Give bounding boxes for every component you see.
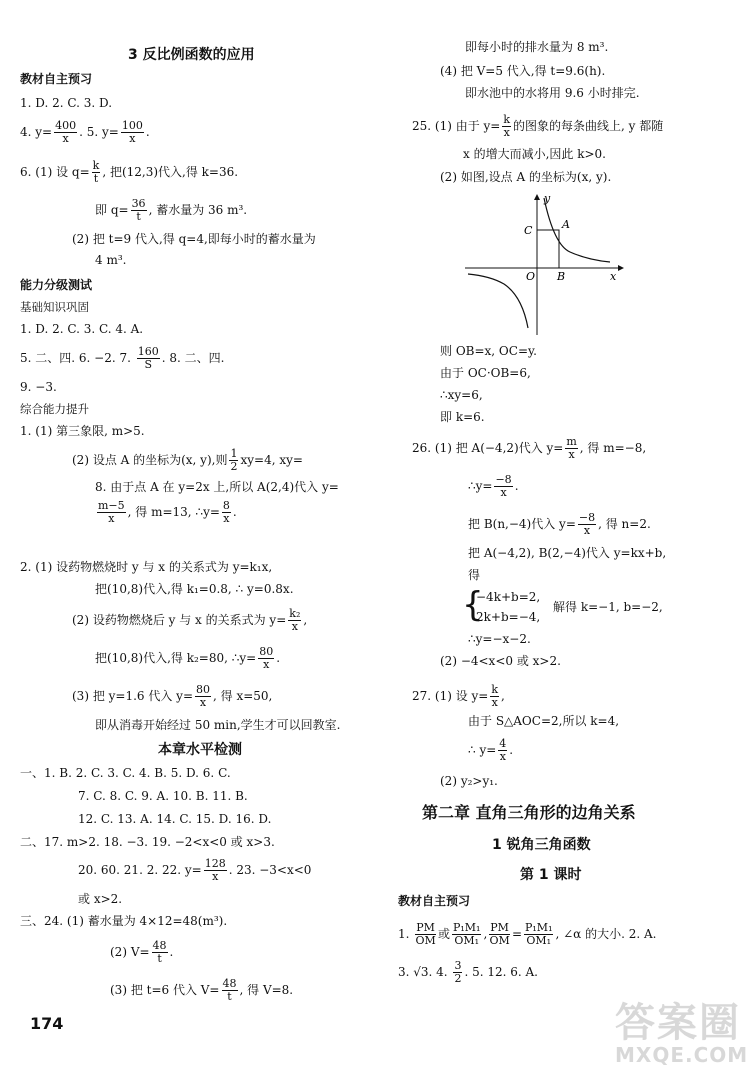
text: , (501, 689, 505, 703)
fraction (204, 858, 227, 883)
fraction (97, 500, 126, 525)
denominator: x (499, 750, 506, 763)
text: ∴y= (468, 479, 493, 493)
denominator: x (212, 870, 219, 883)
fraction (453, 960, 462, 985)
answer-line: (2) −4<x<0 或 x>2. (440, 654, 561, 668)
label-a: A (562, 218, 570, 231)
text: = (511, 927, 522, 941)
numerator: 100 (121, 119, 143, 132)
fraction (137, 346, 160, 371)
fraction (415, 922, 436, 947)
denominator: t (157, 952, 162, 965)
text: , 得 V=8. (239, 983, 294, 997)
answer-line: 得 (468, 568, 481, 582)
lesson-title: 第 1 课时 (520, 867, 582, 883)
numerator: P₁M₁ (452, 921, 481, 934)
answer-line: 即 k=6. (440, 410, 485, 424)
answer-line: 或 x>2. (78, 892, 123, 906)
text: 把(10,8)代入,得 k₂=80, ∴y= (95, 651, 257, 665)
pre-study-heading: 教材自主预习 (398, 894, 471, 908)
hyperbola-graph (460, 190, 630, 340)
answer-line: 则 OB=x, OC=y. (440, 344, 537, 358)
text: 4. y= (20, 125, 53, 139)
text: , (303, 613, 308, 627)
denominator: x (129, 132, 136, 145)
fraction (222, 978, 238, 1003)
answer-line: 三、24. (1) 蓄水量为 4×12=48(m³). (20, 914, 228, 928)
numerator: 3 (454, 959, 462, 972)
fraction (258, 646, 274, 671)
answer-line (468, 474, 519, 499)
text: , 蓄水量为 36 m³. (148, 203, 248, 217)
answer-line (72, 608, 307, 633)
numerator: PM (490, 921, 509, 934)
answer-line: 二、17. m>2. 18. −3. 19. −2<x<0 或 x>3. (20, 835, 275, 849)
fraction (131, 198, 147, 223)
answer-line (398, 922, 656, 947)
fraction (502, 114, 511, 139)
denominator: 2 (454, 972, 462, 985)
answer-line: 8. 由于点 A 在 y=2x 上,所以 A(2,4)代入 y= (95, 480, 339, 494)
answer-line: 由于 OC·OB=6, (440, 366, 531, 380)
answer-line: 即水池中的水将用 9.6 小时排完. (465, 86, 640, 100)
text: 把 B(n,−4)代入 y= (468, 517, 576, 531)
answer-line (110, 940, 173, 965)
chapter-test-heading: 本章水平检测 (158, 742, 242, 758)
denominator: x (62, 132, 69, 145)
answer-line: 把 A(−4,2), B(2,−4)代入 y=kx+b, (468, 546, 667, 560)
text: 1. (398, 927, 414, 941)
text: 25. (1) 由于 y= (412, 119, 501, 133)
answer-line: 1. D. 2. C. 3. D. (20, 96, 113, 110)
numerator: PM (416, 921, 435, 934)
fraction (524, 922, 553, 947)
answer-line: ∴xy=6, (440, 388, 483, 402)
fraction (489, 922, 510, 947)
watermark-logo: 答案圈 (615, 1000, 741, 1046)
text: . 5. y= (79, 125, 119, 139)
brace-icon: { (462, 585, 484, 625)
fraction (565, 436, 577, 461)
denominator: x (108, 512, 115, 525)
answer-line: (4) 把 V=5 代入,得 t=9.6(h). (440, 64, 606, 78)
text: . 8. 二、四. (161, 351, 225, 365)
text: 3. √3. 4. (398, 965, 452, 979)
fraction (152, 940, 168, 965)
numerator: k₂ (289, 607, 301, 620)
answer-line (95, 198, 247, 223)
equation-line: −4k+b=2, (476, 590, 541, 604)
denominator: x (491, 696, 498, 709)
answer-line (95, 500, 237, 525)
text: . (169, 945, 174, 959)
denominator: t (136, 210, 141, 223)
fraction (222, 500, 231, 525)
text: . (232, 505, 237, 519)
test-heading: 能力分级测试 (20, 278, 93, 292)
denominator: OM₁ (526, 934, 552, 947)
equation-line: 2k+b=−4, (476, 610, 541, 624)
answer-line (398, 960, 538, 985)
label-c: C (524, 224, 533, 237)
text: . (276, 651, 281, 665)
watermark (615, 1000, 749, 1067)
x-axis-arrow-icon (618, 265, 624, 271)
page-number: 174 (30, 1014, 64, 1033)
text: ∴ y= (468, 743, 497, 757)
denominator: OM (415, 934, 436, 947)
text: (2) 设点 A 的坐标为(x, y),则 (72, 453, 228, 467)
answer-line: (2) 如图,设点 A 的坐标为(x, y). (440, 170, 612, 184)
text: 20. 60. 21. 2. 22. y= (78, 863, 202, 877)
y-axis-arrow-icon (534, 194, 540, 200)
answer-line: (2) y₂>y₁. (440, 774, 498, 788)
answer-line (72, 448, 303, 473)
pre-study-heading: 教材自主预习 (20, 72, 93, 86)
denominator: OM₁ (454, 934, 480, 947)
section-title: 3 反比例函数的应用 (128, 47, 255, 63)
text: , 得 m=−8, (579, 441, 647, 455)
denominator: x (199, 696, 207, 709)
text: (2) V= (110, 945, 150, 959)
fraction (195, 684, 211, 709)
denominator: 2 (230, 460, 238, 473)
text: (2) 设药物燃烧后 y 与 x 的关系式为 y= (72, 613, 287, 627)
fraction (229, 448, 238, 473)
text: , (483, 927, 488, 941)
numerator: 8 (222, 499, 230, 512)
denominator: x (263, 658, 270, 671)
answer-line (468, 512, 651, 537)
answer-line: 9. −3. (20, 380, 57, 394)
numerator: −8 (578, 511, 596, 524)
text: . (145, 125, 150, 139)
label-x: x (610, 270, 617, 283)
answer-line: 解得 k=−1, b=−2, (553, 600, 663, 614)
denominator: x (568, 448, 575, 461)
numerator: 128 (204, 857, 226, 870)
numerator: 80 (196, 683, 211, 696)
answer-line (78, 858, 311, 883)
basic-heading: 基础知识巩固 (20, 300, 89, 314)
numerator: 1 (230, 447, 238, 460)
text: 即 q= (95, 203, 129, 217)
text: , 得 m=13, ∴y= (127, 505, 220, 519)
fraction (54, 120, 77, 145)
answer-line (412, 114, 663, 139)
numerator: 80 (259, 645, 274, 658)
watermark-url: MXQE.COM (615, 1043, 749, 1067)
numerator: 400 (55, 119, 77, 132)
denominator: x (291, 620, 298, 633)
text: , 把(12,3)代入,得 k=36. (102, 165, 239, 179)
text: . 5. 12. 6. A. (464, 965, 538, 979)
text: (3) 把 t=6 代入 V= (110, 983, 220, 997)
text: 27. (1) 设 y= (412, 689, 489, 703)
answer-line (72, 684, 272, 709)
denominator: x (583, 524, 591, 537)
text: , 得 x=50, (213, 689, 273, 703)
answer-line: 1. (1) 第三象限, m>5. (20, 424, 145, 438)
fraction (490, 684, 499, 709)
denominator: t (93, 172, 99, 185)
answer-line: 由于 S△AOC=2,所以 k=4, (468, 714, 620, 728)
numerator: 36 (131, 197, 146, 210)
section-title: 1 锐角三角函数 (492, 837, 591, 853)
numerator: P₁M₁ (525, 921, 553, 934)
denominator: OM (489, 934, 510, 947)
answer-line: 即每小时的排水量为 8 m³. (465, 40, 609, 54)
comprehensive-heading: 综合能力提升 (20, 402, 89, 416)
answer-line: 把(10,8)代入,得 k₁=0.8, ∴ y=0.8x. (95, 582, 294, 596)
numerator: k (92, 159, 100, 172)
denominator: x (503, 126, 510, 139)
fraction (578, 512, 596, 537)
answer-line: 7. C. 8. C. 9. A. 10. B. 11. B. (78, 789, 248, 803)
text: 或 (437, 927, 450, 941)
fraction (121, 120, 144, 145)
label-b: B (557, 270, 566, 283)
hyperbola-branch-left (468, 274, 528, 328)
answer-line (412, 684, 505, 709)
fraction (494, 474, 512, 499)
answer-line: 2. (1) 设药物燃烧时 y 与 x 的关系式为 y=k₁x, (20, 560, 273, 574)
text: xy=4, xy= (240, 453, 303, 467)
answer-line: 1. D. 2. C. 3. C. 4. A. (20, 322, 144, 336)
chapter-title: 第二章 直角三角形的边角关系 (422, 803, 636, 822)
fraction (92, 160, 101, 185)
numerator: 48 (152, 939, 167, 952)
numerator: m−5 (98, 499, 125, 512)
text: . (509, 743, 514, 757)
answer-line (20, 120, 150, 145)
text: 的图象的每条曲线上, y 都随 (513, 119, 664, 133)
text: 6. (1) 设 q= (20, 165, 90, 179)
text: 5. 二、四. 6. −2. 7. (20, 351, 135, 365)
answer-line: 12. C. 13. A. 14. C. 15. D. 16. D. (78, 812, 272, 826)
denominator: x (223, 512, 230, 525)
answer-line (20, 346, 224, 371)
answer-line (95, 646, 280, 671)
answer-line: 4 m³. (95, 253, 127, 267)
answer-line (468, 738, 513, 763)
answer-line: ∴y=−x−2. (468, 632, 531, 646)
numerator: −8 (495, 473, 512, 486)
fraction (288, 608, 301, 633)
denominator: S (144, 358, 153, 371)
numerator: 48 (222, 977, 237, 990)
answer-line (20, 160, 238, 185)
numerator: 4 (499, 737, 507, 750)
denominator: t (227, 990, 232, 1003)
text: . (514, 479, 519, 493)
denominator: x (500, 486, 507, 499)
answer-line: x 的增大而减小,因此 k>0. (463, 147, 606, 161)
text: , 得 n=2. (598, 517, 651, 531)
fraction (498, 738, 507, 763)
answer-line: (2) 把 t=9 代入,得 q=4,即每小时的蓄水量为 (72, 232, 316, 246)
answer-line (110, 978, 293, 1003)
text: 26. (1) 把 A(−4,2)代入 y= (412, 441, 564, 455)
answer-line (412, 436, 646, 461)
answer-line: 即从消毒开始经过 50 min,学生才可以回教室. (95, 718, 341, 732)
numerator: k (491, 683, 499, 696)
answer-line: 一、1. B. 2. C. 3. C. 4. B. 5. D. 6. C. (20, 766, 231, 780)
numerator: k (503, 113, 511, 126)
numerator: m (566, 435, 577, 448)
text: (3) 把 y=1.6 代入 y= (72, 689, 194, 703)
label-y: y (544, 192, 551, 205)
fraction (452, 922, 481, 947)
text: . 23. −3<x<0 (228, 863, 312, 877)
label-o: O (526, 270, 536, 283)
text: , ∠α 的大小. 2. A. (555, 927, 657, 941)
numerator: 160 (137, 345, 159, 358)
